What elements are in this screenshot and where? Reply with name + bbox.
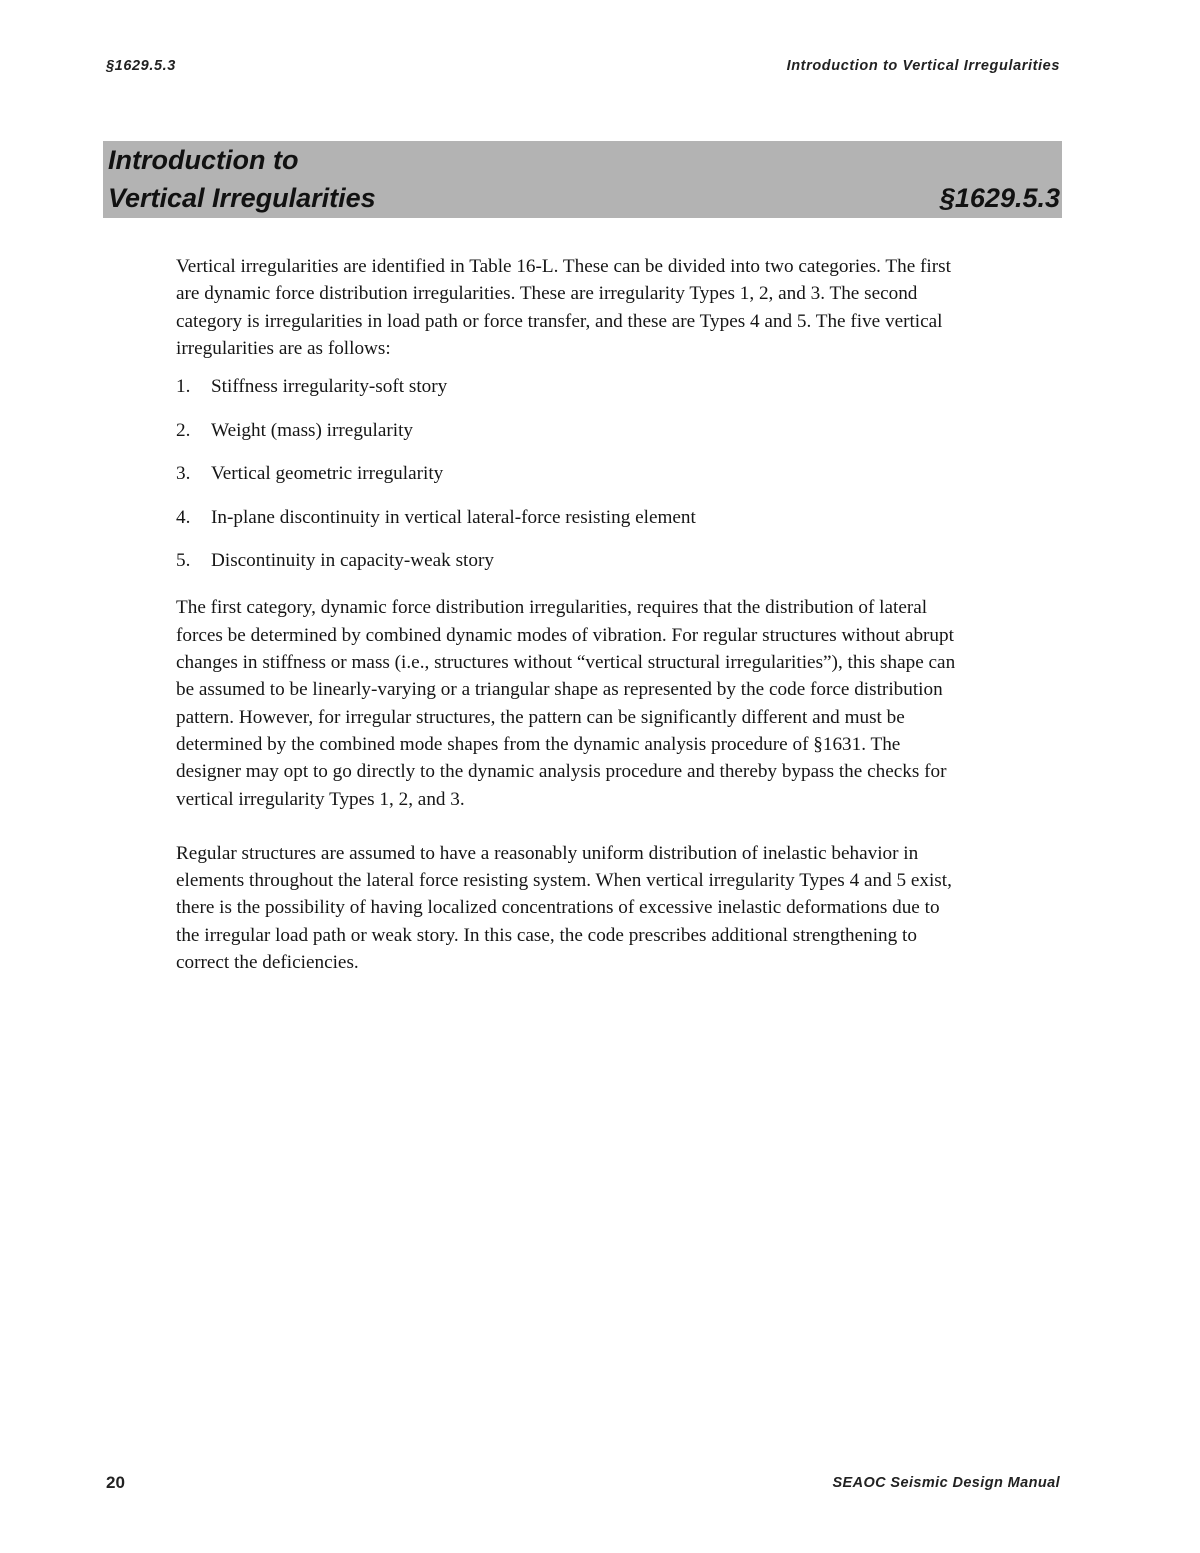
title-line-1: Introduction to: [108, 145, 299, 175]
list-item: [176, 417, 966, 444]
list-item-text: In-plane discontinuity in vertical lateral-force resisting element: [211, 506, 696, 528]
list-item-text: Vertical geometric irregularity: [211, 463, 444, 485]
list-item: [176, 373, 966, 400]
page-number: 20: [106, 1473, 125, 1492]
header-section-ref: §1629.5.3: [106, 58, 176, 74]
title-section-ref: §1629.5.3: [939, 183, 1060, 213]
list-item-text: Discontinuity in capacity-weak story: [211, 550, 494, 572]
list-item-number: 2.: [176, 419, 191, 441]
header-chapter-title: Introduction to Vertical Irregularities: [786, 58, 1060, 74]
page-header: [106, 58, 1060, 80]
irregularity-list: [176, 373, 966, 574]
title-line-2: Vertical Irregularities: [108, 183, 376, 213]
main-content: [176, 253, 966, 976]
title-band: [103, 141, 1062, 218]
list-item-number: 3.: [176, 463, 191, 485]
list-item: [176, 504, 966, 531]
page-footer: [106, 1473, 1060, 1495]
footer-manual-title: SEAOC Seismic Design Manual: [832, 1475, 1060, 1491]
paragraph-dynamic-distribution: The first category, dynamic force distribution irregularities, requires that the distribution of lateral forces be determined by combined dynamic modes of vibration. For regular structures without abrupt changes in stiffness or mass (i.e., structures without “vertical structural irregularities”), this shape can be assumed to be linearly-varying or a triangular shape as represented by the code force distribution pattern. However, for irregular structures, the pattern can be significantly different and must be determined by the combined mode shapes from the dynamic analysis procedure of §1631. The designer may opt to go directly to the dynamic analysis procedure and thereby bypass the checks for vertical irregularity Types 1, 2, and 3.: [176, 597, 956, 810]
list-item-text: Weight (mass) irregularity: [211, 419, 413, 441]
list-item: [176, 547, 966, 574]
list-item-number: 5.: [176, 550, 191, 572]
intro-paragraph: Vertical irregularities are identified in Table 16-L. These can be divided into two categories. The first are dynamic force distribution irregularities. These are irregularity Types 1, 2, and 3. The second category is irregularities in load path or force transfer, and these are Types 4 and 5. The five vertical irregularities are as follows:: [176, 256, 951, 359]
list-item-number: 1.: [176, 376, 191, 398]
list-item-number: 4.: [176, 506, 191, 528]
list-item-text: Stiffness irregularity-soft story: [211, 376, 448, 398]
paragraph-load-path: Regular structures are assumed to have a reasonably uniform distribution of inelastic behavior in elements throughout the lateral force resisting system. When vertical irregularity Types 4 and 5 exist, there is the possibility of having localized concentrations of excessive inelastic deformations due to the irregular load path or weak story. In this case, the code prescribes additional strengthening to correct the deficiencies.: [176, 842, 952, 973]
list-item: [176, 460, 966, 487]
